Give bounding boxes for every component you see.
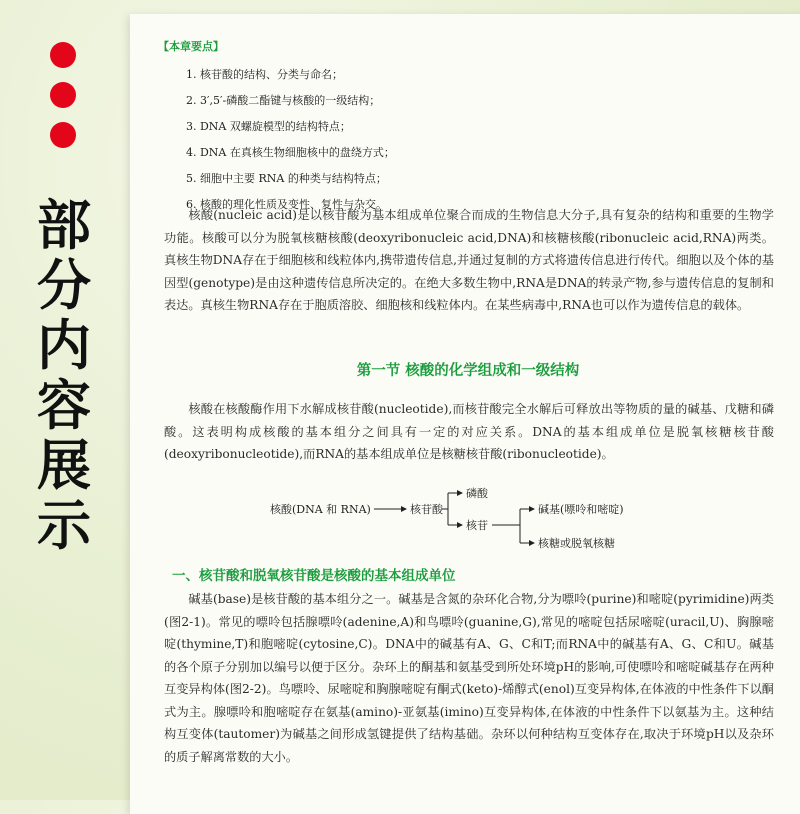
- nucleotide-label: 核苷酸: [410, 503, 443, 516]
- red-dot-icon: [50, 42, 76, 68]
- decorative-dots: [50, 42, 80, 162]
- side-title-char: 部: [37, 194, 91, 257]
- book-page: [130, 14, 800, 814]
- nucleic-acid-label: 核酸(DNA 和 RNA): [270, 503, 371, 516]
- list-item: 3. DNA 双螺旋模型的结构特点；: [186, 120, 351, 133]
- side-title-char: 内: [37, 314, 91, 377]
- side-title-char: 展: [37, 434, 91, 497]
- side-title-char: 容: [37, 374, 91, 437]
- list-item: 6. 核酸的理化性质及变性、复性与杂交。: [186, 198, 387, 211]
- nucleoside-label: 核苷: [466, 519, 488, 532]
- base-label: 碱基(嘌呤和嘧啶): [538, 503, 624, 516]
- subsection-title: 一、核苷酸和脱氧核苷酸是核酸的基本组成单位: [172, 568, 456, 584]
- side-title-char: 示: [37, 494, 91, 557]
- base-paragraph: 碱基(base)是核苷酸的基本组分之一。碱基是含氮的杂环化合物,分为嘌呤(purine)和嘧啶(pyrimidine)两类(图2-1)。常见的嘌呤包括腺嘌呤(adenine,A)和鸟嘌呤(guanine,G),常见的嘧啶包括尿嘧啶(uracil,U)、胸腺嘧啶(thymine,T)和胞嘧啶(cytosine,C)。DNA中的碱基有A、G、C和T;而RNA中的碱基有A、G、C和U。碱基的各个原子分别加以编号以便于区分。杂环上的酮基和氨基受到所处环境pH的影响,可使嘌呤和嘧啶碱基存在两种互变异构体(图2-2)。鸟嘌呤、尿嘧啶和胸腺嘧啶有酮式(keto)-烯醇式(enol)互变异构体,在体液的中性条件下以酮式为主。腺嘌呤和胞嘧啶存在氨基(amino)-亚氨基(imino)互变异构体,在体液的中性条件下以氨基为主。这种结构互变体(tautomer)为碱基之间形成氢键提供了结构基础。杂环以何种结构互变体存在,取决于环境pH以及杂环的质子解离常数的大小。: [164, 592, 774, 764]
- key-points-list: [186, 62, 395, 218]
- phosphate-label: 磷酸: [466, 487, 488, 500]
- red-dot-icon: [50, 122, 76, 148]
- key-points-box: [150, 32, 450, 210]
- list-item: 1. 核苷酸的结构、分类与命名；: [186, 68, 343, 81]
- key-points-title: 【本章要点】: [158, 40, 224, 53]
- side-title: [22, 196, 106, 556]
- section-paragraph: 核酸在核酸酶作用下水解成核苷酸(nucleotide),而核苷酸完全水解后可释放出等物质的量的碱基、戊糖和磷酸。这表明构成核酸的基本组分之间具有一定的对应关系。DNA的基本组成单位是脱氧核糖核苷酸(deoxyribonucleotide),而RNA的基本组成单位是核糖核苷酸(ribonucleotide)。: [164, 402, 774, 461]
- list-item: 5. 细胞中主要 RNA 的种类与结构特点；: [186, 172, 387, 185]
- section-title: 第一节 核酸的化学组成和一级结构: [356, 363, 580, 379]
- list-item: 2. 3′,5′-磷酸二酯键与核酸的一级结构；: [186, 94, 381, 107]
- sugar-label: 核糖或脱氧核糖: [538, 537, 615, 550]
- side-title-char: 分: [37, 254, 91, 317]
- hydrolysis-diagram: [270, 481, 670, 561]
- list-item: 4. DNA 在真核生物细胞核中的盘绕方式；: [186, 146, 395, 159]
- intro-paragraph: 核酸(nucleic acid)是以核苷酸为基本组成单位聚合而成的生物信息大分子,具有复杂的结构和重要的生物学功能。核酸可以分为脱氧核糖核酸(deoxyribonucleic acid,DNA)和核糖核酸(ribonucleic acid,RNA)两类。真核生物DNA存在于细胞核和线粒体内,携带遗传信息,并通过复制的方式将遗传信息进行传代。细胞以及个体的基因型(genotype)是由这种遗传信息所决定的。在绝大多数生物中,RNA是DNA的转录产物,参与遗传信息的复制和表达。真核生物RNA存在于胞质溶胶、细胞核和线粒体内。在某些病毒中,RNA也可以作为遗传信息的载体。: [164, 208, 774, 312]
- red-dot-icon: [50, 82, 76, 108]
